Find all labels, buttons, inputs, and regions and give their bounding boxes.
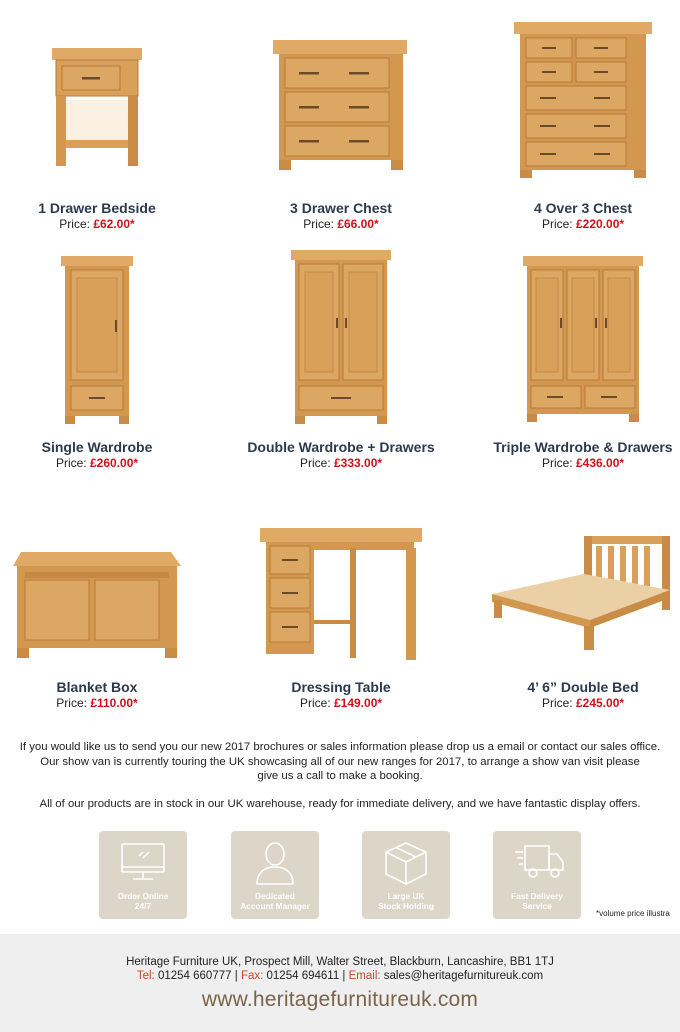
product-price: Price: £62.00*: [59, 217, 135, 231]
info-line: All of our products are in stock in our UK warehouse, ready for immediate delivery, and we have fantastic display offers.: [39, 798, 641, 810]
product-price: Price: £245.00*: [541, 696, 625, 710]
product-name[interactable]: 3 Drawer Chest: [290, 200, 392, 216]
product-name[interactable]: 4 Over 3 Chest: [533, 200, 633, 216]
feature-stock-holding: [362, 831, 450, 919]
truck-icon: [513, 840, 565, 884]
fax-number: 01254 694611: [266, 970, 340, 982]
email-link[interactable]: sales@heritagefurnitureuk.com: [383, 970, 544, 982]
product-name[interactable]: Dressing Table: [291, 679, 391, 695]
email-label: Email:: [348, 970, 381, 982]
stock-info: [0, 797, 680, 812]
feature-label: Dedicated Account Manager: [240, 891, 310, 911]
info-line: If you would like us to send you our new 2017 brochures or sales information please drop us a email or contact our sales office.: [19, 741, 661, 753]
product-image-single-wardrobe[interactable]: [0, 254, 210, 426]
product-price: Price: £260.00*: [55, 456, 139, 470]
product-price: Price: £436.00*: [541, 456, 625, 470]
box-icon: [382, 840, 430, 886]
product-price: Price: £333.00*: [299, 456, 383, 470]
product-image-triple-wardrobe[interactable]: [470, 254, 680, 424]
tel-label: Tel:: [136, 970, 155, 982]
product-image-blanket-box[interactable]: [0, 550, 210, 660]
feature-label: Fast Delivery Service: [511, 891, 563, 911]
footer-contact: [0, 970, 680, 982]
product-price: Price: £220.00*: [541, 217, 625, 231]
product-name[interactable]: Triple Wardrobe & Drawers: [493, 439, 673, 455]
product-image-bedside[interactable]: [0, 44, 210, 174]
product-image-4-over-3-chest[interactable]: [470, 18, 680, 180]
feature-account-manager: [231, 831, 319, 919]
product-name[interactable]: 4’ 6” Double Bed: [527, 679, 639, 695]
monitor-icon: [119, 840, 167, 884]
person-icon: [251, 840, 299, 886]
product-name[interactable]: Single Wardrobe: [41, 439, 153, 455]
feature-label: Order Online 24/7: [117, 891, 169, 911]
brochure-info: [0, 740, 680, 784]
product-image-double-bed[interactable]: [470, 532, 680, 656]
separator: |: [342, 970, 346, 982]
product-name[interactable]: Double Wardrobe + Drawers: [247, 439, 435, 455]
fax-label: Fax:: [240, 970, 264, 982]
website-link[interactable]: www.heritagefurnitureuk.com: [201, 988, 479, 1011]
footer-address: Heritage Furniture UK, Prospect Mill, Walter Street, Blackburn, Lancashire, BB1 1TJ: [126, 956, 554, 968]
feature-fast-delivery: [493, 831, 581, 919]
product-name[interactable]: Blanket Box: [56, 679, 138, 695]
footer: [0, 934, 680, 1032]
product-name[interactable]: 1 Drawer Bedside: [38, 200, 156, 216]
product-price: Price: £110.00*: [56, 696, 138, 710]
tel-number[interactable]: 01254 660777: [157, 970, 232, 982]
product-image-3-drawer-chest[interactable]: [228, 34, 454, 174]
info-line: give us a call to make a booking.: [257, 770, 423, 782]
product-price: Price: £66.00*: [303, 217, 379, 231]
info-line: Our show van is currently touring the UK showcasing all of our new ranges for 2017, to arrange a show van visit please: [40, 755, 640, 768]
product-image-double-wardrobe[interactable]: [228, 248, 454, 426]
product-image-dressing-table[interactable]: [228, 524, 454, 664]
feature-label: Large UK Stock Holding: [378, 891, 434, 911]
product-price: Price: £149.00*: [299, 696, 383, 710]
price-footnote: *volume price illustra: [596, 909, 670, 918]
separator: |: [234, 970, 238, 982]
feature-order-online: [99, 831, 187, 919]
